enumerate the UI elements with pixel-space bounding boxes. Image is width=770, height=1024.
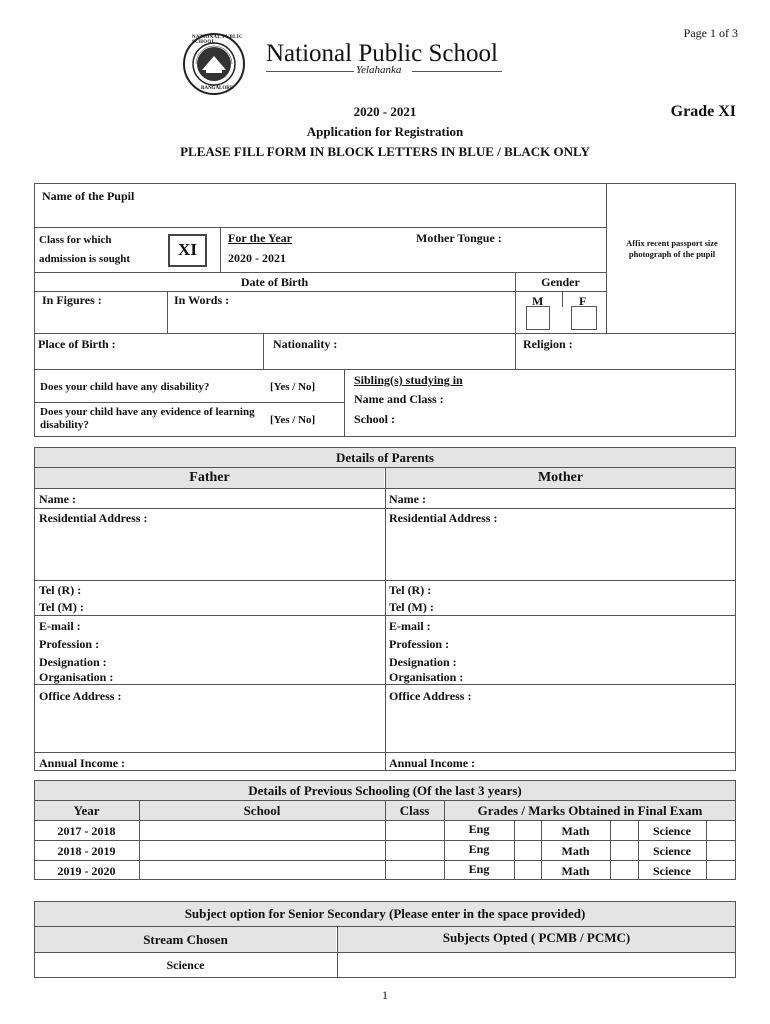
- father-designation-label: Designation :: [39, 655, 107, 669]
- class-label-line1: Class for which: [39, 234, 112, 246]
- col-school-header: School: [243, 803, 281, 818]
- row-school-field[interactable]: [141, 822, 383, 839]
- stream-value: Science: [166, 958, 205, 972]
- mother-designation-label: Designation :: [389, 655, 457, 669]
- school-location: Yelahanka: [356, 64, 402, 76]
- grade-label: Grade XI: [670, 103, 736, 120]
- subject-eng: Eng: [468, 842, 490, 856]
- sibling-name-class-label: Name and Class :: [354, 392, 444, 406]
- sibling-label: Sibling(s) studying in: [354, 373, 463, 387]
- row-year: 2017 - 2018: [57, 824, 116, 838]
- father-address-label: Residential Address :: [39, 511, 148, 525]
- mother-tongue-label: Mother Tongue :: [416, 231, 502, 245]
- photo-placeholder-text: Affix recent passport size photograph of the pupil: [626, 238, 718, 259]
- father-income-label: Annual Income :: [39, 756, 126, 770]
- subject-eng: Eng: [468, 822, 490, 836]
- col-class-header: Class: [399, 803, 430, 818]
- row-year: 2019 - 2020: [57, 864, 116, 878]
- disability-options[interactable]: [Yes / No]: [270, 381, 316, 393]
- subject-math: Math: [561, 864, 590, 878]
- form-title: Application for Registration: [306, 124, 464, 139]
- previous-schooling-title: Details of Previous Schooling (Of the last 3 years): [248, 783, 522, 798]
- subject-science: Science: [653, 844, 691, 858]
- sibling-name-class-field[interactable]: [460, 390, 730, 406]
- for-year-value: 2020 - 2021: [228, 251, 286, 265]
- gender-f-label: F: [579, 294, 587, 308]
- mother-organisation-label: Organisation :: [389, 670, 464, 684]
- mother-tongue-field[interactable]: [300, 246, 600, 268]
- mother-email-label: E-mail :: [389, 619, 431, 633]
- father-address-field[interactable]: [36, 526, 383, 578]
- pupil-name-label: Name of the Pupil: [42, 189, 135, 203]
- logo-bottom-text: BANGALORE: [201, 86, 234, 91]
- disability-question: Does your child have any disability?: [40, 381, 210, 393]
- mother-office-address-label: Office Address :: [389, 689, 472, 703]
- dob-figures-label: In Figures :: [42, 293, 102, 307]
- learning-disability-question: Does your child have any evidence of learning disability?: [40, 406, 255, 431]
- father-tel-r-label: Tel (R) :: [39, 583, 82, 597]
- dob-words-label: In Words :: [174, 293, 230, 307]
- row-year: 2018 - 2019: [57, 844, 116, 858]
- father-profession-label: Profession :: [39, 637, 100, 651]
- subject-option-title: Subject option for Senior Secondary (Please enter in the space provided): [184, 906, 586, 921]
- page-number: 1: [382, 988, 388, 1002]
- mother-office-address-field[interactable]: [387, 704, 734, 750]
- pupil-name-field[interactable]: [36, 205, 604, 225]
- place-of-birth-field[interactable]: [36, 352, 261, 367]
- fill-instruction: PLEASE FILL FORM IN BLOCK LETTERS IN BLUE / BLACK ONLY: [180, 144, 590, 159]
- father-header: Father: [189, 470, 230, 485]
- subjects-opted-field[interactable]: [339, 954, 734, 976]
- subject-science: Science: [653, 824, 691, 838]
- place-of-birth-label: Place of Birth :: [38, 337, 116, 351]
- sibling-school-label: School :: [354, 412, 396, 426]
- logo-text: NATIONAL PUBLIC SCHOOL: [192, 35, 243, 45]
- gender-header: Gender: [541, 275, 580, 289]
- dob-words-field[interactable]: [170, 308, 513, 331]
- school-logo: [182, 32, 246, 96]
- mother-name-label: Name :: [389, 492, 426, 506]
- father-office-address-label: Office Address :: [39, 689, 122, 703]
- class-label-line2: admission is sought: [39, 253, 131, 265]
- nationality-field[interactable]: [266, 352, 513, 367]
- gender-m-label: M: [532, 294, 544, 308]
- dob-header: Date of Birth: [240, 275, 309, 289]
- photo-area[interactable]: [607, 184, 735, 332]
- father-office-address-field[interactable]: [36, 704, 383, 750]
- father-name-label: Name :: [39, 492, 76, 506]
- sibling-school-field[interactable]: [410, 410, 730, 426]
- class-value: XI: [178, 240, 197, 259]
- school-name: National Public School: [266, 40, 498, 67]
- father-email-label: E-mail :: [39, 619, 81, 633]
- subjects-opted-header: Subjects Opted ( PCMB / PCMC): [442, 930, 631, 945]
- name-rule-right: [412, 71, 502, 72]
- row-school-field[interactable]: [141, 842, 383, 859]
- academic-year: 2020 - 2021: [353, 104, 417, 119]
- nationality-label: Nationality :: [273, 337, 338, 351]
- name-rule-left: [266, 71, 354, 72]
- subject-math: Math: [561, 824, 590, 838]
- mother-header: Mother: [537, 470, 584, 485]
- mother-income-label: Annual Income :: [389, 756, 476, 770]
- mother-tel-r-label: Tel (R) :: [389, 583, 432, 597]
- subject-eng: Eng: [468, 862, 490, 876]
- gender-m-checkbox[interactable]: [526, 306, 550, 330]
- row-school-field[interactable]: [141, 862, 383, 879]
- parents-section-title: Details of Parents: [336, 450, 434, 465]
- gender-f-checkbox[interactable]: [571, 306, 597, 330]
- learning-disability-options[interactable]: [Yes / No]: [270, 414, 316, 426]
- dob-figures-field[interactable]: [36, 308, 165, 331]
- father-organisation-label: Organisation :: [39, 670, 114, 684]
- stream-chosen-header: Stream Chosen: [143, 932, 228, 947]
- col-grades-header: Grades / Marks Obtained in Final Exam: [477, 803, 703, 818]
- for-year-label: For the Year: [228, 231, 292, 245]
- religion-label: Religion :: [523, 337, 573, 351]
- page-label: Page 1 of 3: [683, 26, 738, 40]
- mother-profession-label: Profession :: [389, 637, 450, 651]
- subject-math: Math: [561, 844, 590, 858]
- mother-address-field[interactable]: [387, 526, 734, 578]
- mother-tel-m-label: Tel (M) :: [389, 600, 434, 614]
- father-tel-m-label: Tel (M) :: [39, 600, 84, 614]
- mother-address-label: Residential Address :: [389, 511, 498, 525]
- religion-field[interactable]: [518, 352, 734, 367]
- col-year-header: Year: [73, 803, 100, 818]
- subject-science: Science: [653, 864, 691, 878]
